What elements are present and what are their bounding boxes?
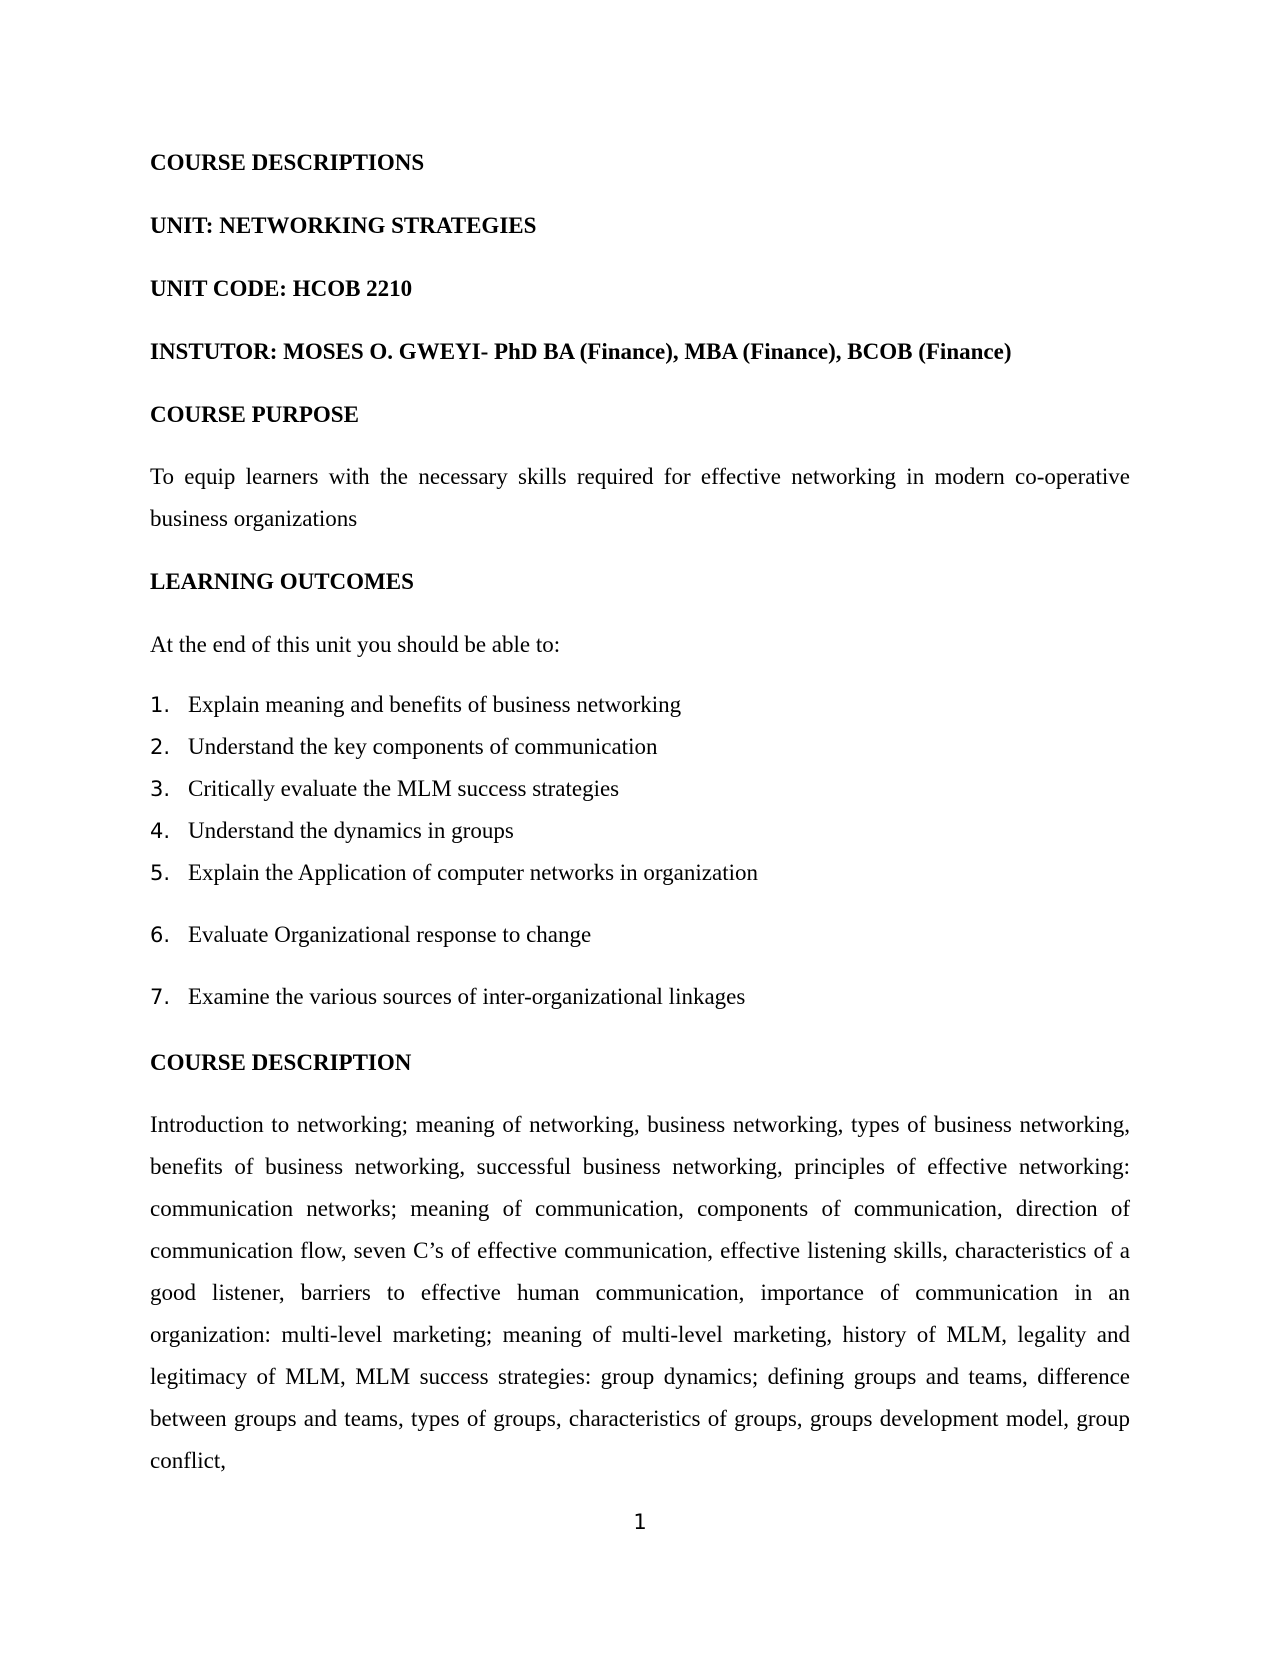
list-item-number: 7.	[150, 985, 171, 1009]
course-purpose-heading: COURSE PURPOSE	[150, 402, 359, 427]
document-page	[150, 0, 1130, 1656]
learning-outcomes-heading: LEARNING OUTCOMES	[150, 569, 414, 594]
list-item-number: 5.	[150, 861, 171, 885]
list-item	[150, 858, 1130, 920]
unit-name: UNIT: NETWORKING STRATEGIES	[150, 213, 537, 238]
list-item-number: 1.	[150, 693, 171, 717]
list-item-text: Critically evaluate the MLM success strategies	[188, 776, 620, 801]
list-item-number: 3.	[150, 777, 171, 801]
list-item	[150, 920, 1130, 982]
learning-outcomes-list	[150, 690, 1130, 1024]
list-item-text: Explain meaning and benefits of business networking	[188, 692, 682, 717]
list-item-number: 4.	[150, 819, 171, 843]
unit-code: UNIT CODE: HCOB 2210	[150, 276, 413, 301]
list-item	[150, 982, 1130, 1024]
list-item-text: Understand the dynamics in groups	[188, 818, 514, 843]
course-purpose-text: To equip learners with the necessary skills required for effective networking in modern co-operative business organizations	[150, 464, 1130, 531]
list-item-text: Understand the key components of communication	[188, 734, 658, 759]
list-item-text: Examine the various sources of inter-organizational linkages	[188, 984, 746, 1009]
course-description-text: Introduction to networking; meaning of networking, business networking, types of business networking, benefits of business networking, successful business networking, principles of effective networking: communication networks; meaning of communication, components of communication, direction of communication flow, seven C’s of effective communication, effective listening skills, characteristics of a good listener, barriers to effective human communication, importance of communication in an organization: multi-level marketing; meaning of multi-level marketing, history of MLM, legality and legitimacy of MLM, MLM success strategies: group dynamics; defining groups and teams, difference between groups and teams, types of groups, characteristics of groups, groups development model, group conflict,	[150, 1112, 1130, 1473]
list-item-text: Explain the Application of computer networks in organization	[188, 860, 758, 885]
list-item	[150, 774, 1130, 816]
list-item	[150, 690, 1130, 732]
list-item-number: 2.	[150, 735, 171, 759]
learning-outcomes-intro: At the end of this unit you should be able to:	[150, 632, 561, 657]
list-item	[150, 816, 1130, 858]
document-title: COURSE DESCRIPTIONS	[150, 150, 425, 175]
list-item-text: Evaluate Organizational response to change	[188, 922, 592, 947]
list-item-number: 6.	[150, 923, 171, 947]
page-number: 1	[633, 1510, 647, 1534]
list-item	[150, 732, 1130, 774]
instructor-line: INSTUTOR: MOSES O. GWEYI- PhD BA (Finance), MBA (Finance), BCOB (Finance)	[150, 339, 1012, 364]
course-description-heading: COURSE DESCRIPTION	[150, 1050, 412, 1075]
